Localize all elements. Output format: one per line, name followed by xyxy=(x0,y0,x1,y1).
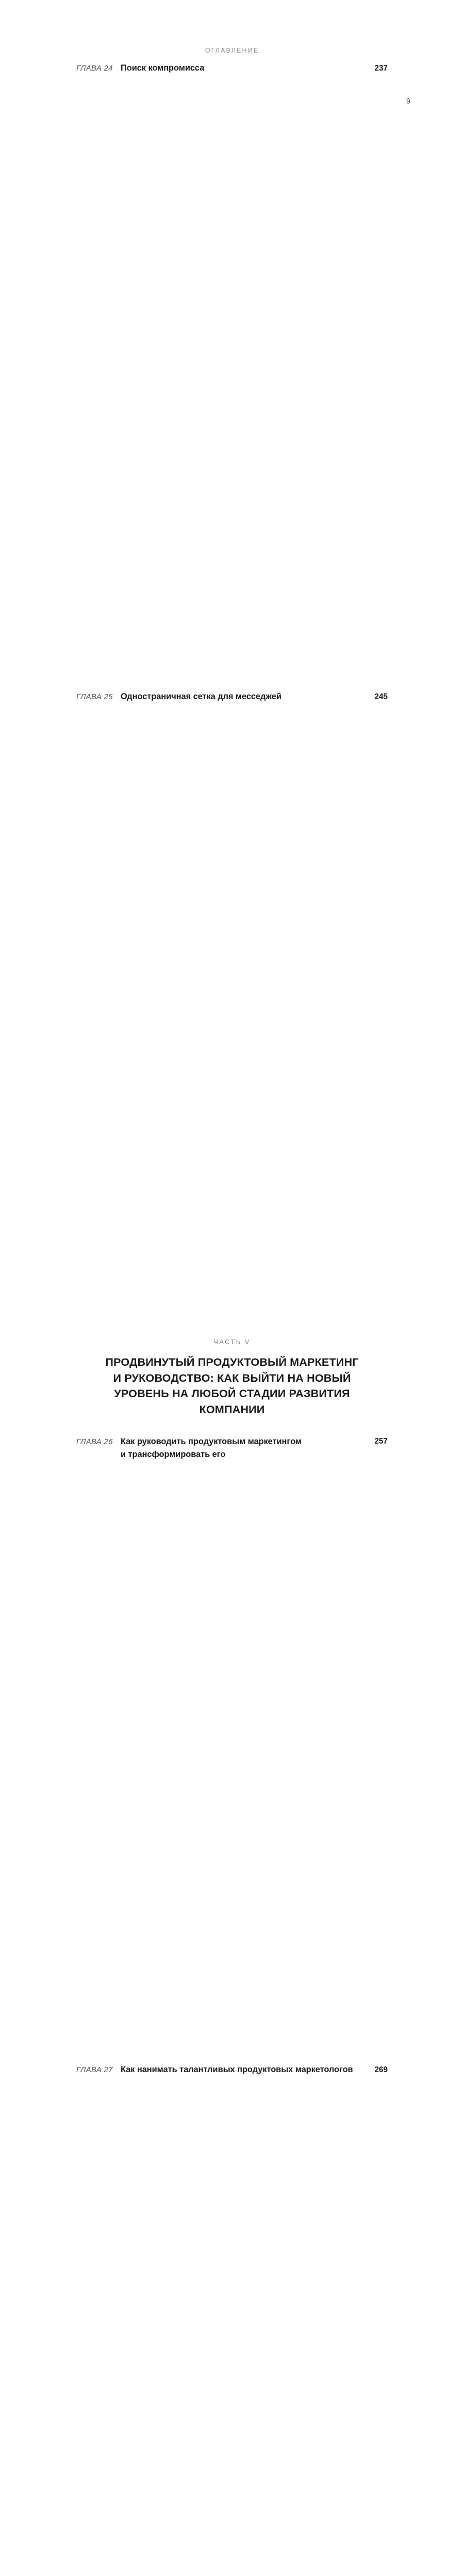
toc-entry-title[interactable] xyxy=(121,690,365,703)
toc-list xyxy=(76,62,388,2576)
part-title-line: ПРОДВИНУТЫЙ ПРОДУКТОВЫЙ МАРКЕТИНГ xyxy=(105,1355,359,1368)
toc-page-number[interactable]: 257 xyxy=(365,1435,388,2054)
toc-row[interactable] xyxy=(76,1435,388,2054)
toc-entry-title[interactable] xyxy=(121,2063,365,2076)
part-title-line: УРОВЕНЬ НА ЛЮБОЙ СТАДИИ РАЗВИТИЯ xyxy=(114,1387,350,1400)
toc-title-line: и трансформировать его xyxy=(121,1450,226,1460)
toc-title-line: Как нанимать талантливых продуктовых маркетологов xyxy=(121,2064,353,2074)
running-head: ОГЛАВЛЕНИЕ xyxy=(205,47,259,54)
toc-row[interactable] xyxy=(76,2063,388,2576)
toc-chapter-label: ГЛАВА 26 xyxy=(76,1437,113,1446)
part-title xyxy=(0,1354,464,1418)
toc-title-line: Как руководить продуктовым маркетингом xyxy=(121,1436,302,1446)
page-folio: 9 xyxy=(406,97,411,106)
toc-chapter-label: ГЛАВА 24 xyxy=(76,64,113,73)
toc-page-number[interactable]: 269 xyxy=(365,2064,388,2576)
part-title-line: КОМПАНИИ xyxy=(199,1402,265,1416)
part-title-line: И РУКОВОДСТВО: КАК ВЫЙТИ НА НОВЫЙ xyxy=(113,1371,351,1384)
toc-entry-title[interactable] xyxy=(121,1435,365,1462)
toc-page-number[interactable]: 245 xyxy=(365,691,388,1309)
toc-entry-title[interactable] xyxy=(121,62,365,75)
toc-group-before-part xyxy=(76,62,388,1309)
part-heading xyxy=(0,1338,464,1418)
toc-group-after-part xyxy=(76,1435,388,2576)
toc-title-line: Поиск компромисса xyxy=(121,63,205,73)
toc-row[interactable] xyxy=(76,62,388,681)
toc-row[interactable] xyxy=(76,690,388,1309)
toc-chapter-label: ГЛАВА 27 xyxy=(76,2065,113,2074)
part-label: ЧАСТЬ V xyxy=(213,1338,251,1346)
toc-title-line: Одностраничная сетка для месседжей xyxy=(121,692,281,701)
toc-chapter-label: ГЛАВА 25 xyxy=(76,692,113,701)
toc-page-number[interactable]: 237 xyxy=(365,62,388,681)
